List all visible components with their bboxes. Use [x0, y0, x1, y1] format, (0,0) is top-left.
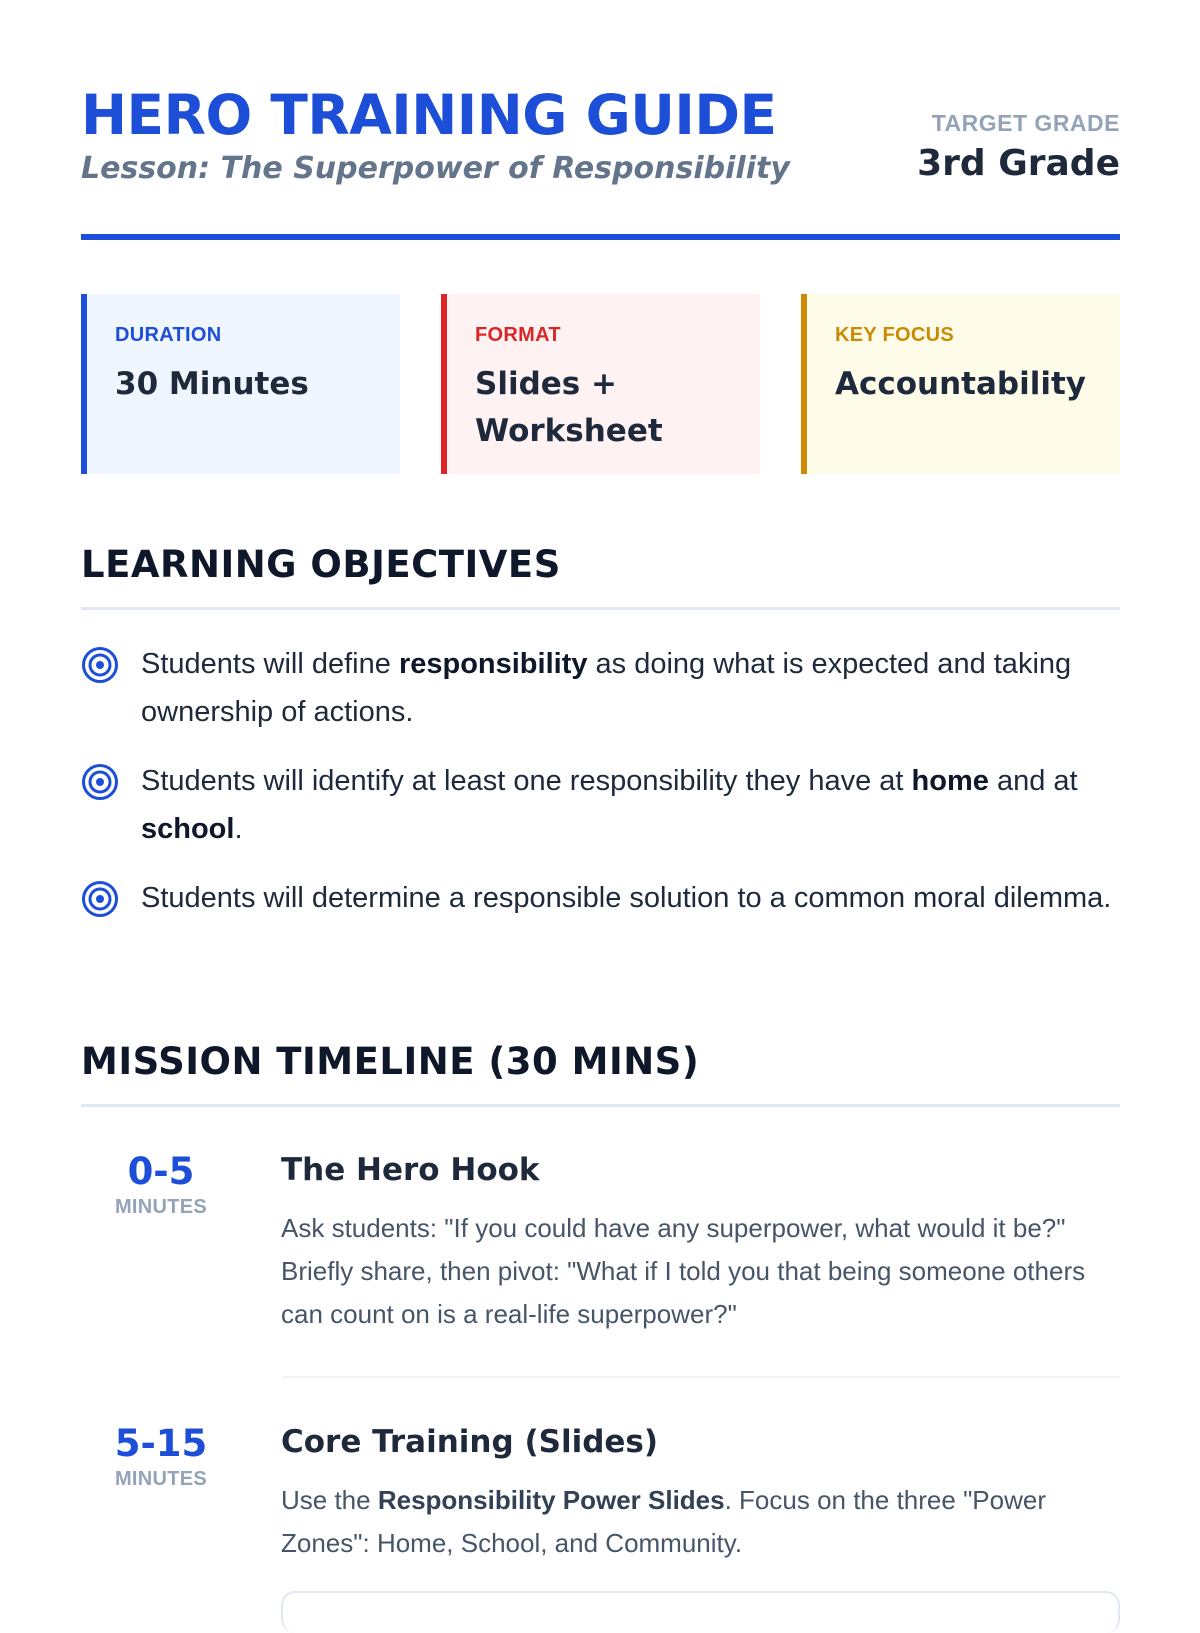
objective-text: Students will determine a responsible solution to a common moral dilemma. [141, 882, 1112, 914]
objective-text: and at [988, 765, 1078, 797]
header-divider [81, 234, 1120, 240]
step-divider [281, 1376, 1120, 1378]
duration-value: 30 Minutes [115, 366, 309, 402]
key-focus-value: Accountability [835, 366, 1087, 402]
objective-text: Students will identify at least one responsibility they have at [141, 765, 912, 797]
target-icon [81, 763, 119, 801]
time-range: 0-5 [127, 1150, 195, 1193]
step-description [281, 1479, 1120, 1565]
time-unit: MINUTES [114, 1468, 208, 1490]
format-label: FORMAT [475, 324, 561, 346]
objective-keyword: school [141, 813, 235, 845]
header [81, 0, 1120, 243]
time-slot [81, 1422, 241, 1491]
time-range: 5-15 [114, 1422, 208, 1465]
lesson-subtitle: Lesson: The Superpower of Responsibility [81, 151, 790, 186]
step-title: The Hero Hook [281, 1152, 540, 1188]
timeline-divider [81, 1104, 1120, 1107]
time-slot [81, 1150, 241, 1219]
time-unit: MINUTES [114, 1196, 208, 1218]
objective-text: Students will define [141, 648, 399, 680]
step-details [281, 1422, 1120, 1565]
objective-text: . [234, 813, 243, 845]
duration-card [81, 294, 400, 474]
mission-timeline-heading: MISSION TIMELINE (30 MINS) [81, 1040, 700, 1083]
target-grade-value: 3rd Grade [917, 143, 1120, 184]
format-card [441, 294, 760, 474]
step-title: Core Training (Slides) [281, 1424, 659, 1460]
format-value: Slides + Worksheet [475, 366, 663, 449]
learning-objectives-heading: LEARNING OBJECTIVES [81, 543, 561, 586]
step-details [281, 1150, 1120, 1336]
next-step-card [281, 1591, 1120, 1633]
page-title: HERO TRAINING GUIDE [81, 83, 777, 147]
objective-text: as doing what is expected and taking ownership of actions. [141, 648, 1072, 728]
step-description-text: Use the [281, 1485, 378, 1515]
step-description-text: . Focus on the three "Power Zones": Home, School, and Community. [281, 1485, 1046, 1558]
target-grade-label: TARGET GRADE [931, 110, 1120, 136]
page-content [81, 0, 1120, 1558]
objective-keyword: home [911, 765, 989, 797]
objective-item [81, 757, 1120, 853]
target-grade [917, 110, 1120, 184]
step-description-keyword: Responsibility Power Slides [377, 1485, 725, 1515]
objective-keyword: responsibility [398, 648, 588, 680]
duration-label: DURATION [115, 324, 222, 346]
objective-item [81, 640, 1120, 736]
key-focus-card [801, 294, 1120, 474]
objectives-list [81, 640, 1120, 943]
info-cards [81, 294, 1120, 474]
key-focus-label: KEY FOCUS [835, 324, 955, 346]
objective-item [81, 874, 1120, 922]
step-description [281, 1207, 1120, 1336]
step-description-text: Ask students: "If you could have any superpower, what would it be?" Briefly share, then pivot: "What if I told you that being someone others can count on is a real-life superpower?" [281, 1213, 1086, 1329]
target-icon [81, 646, 119, 684]
objectives-divider [81, 607, 1120, 610]
target-icon [81, 880, 119, 918]
